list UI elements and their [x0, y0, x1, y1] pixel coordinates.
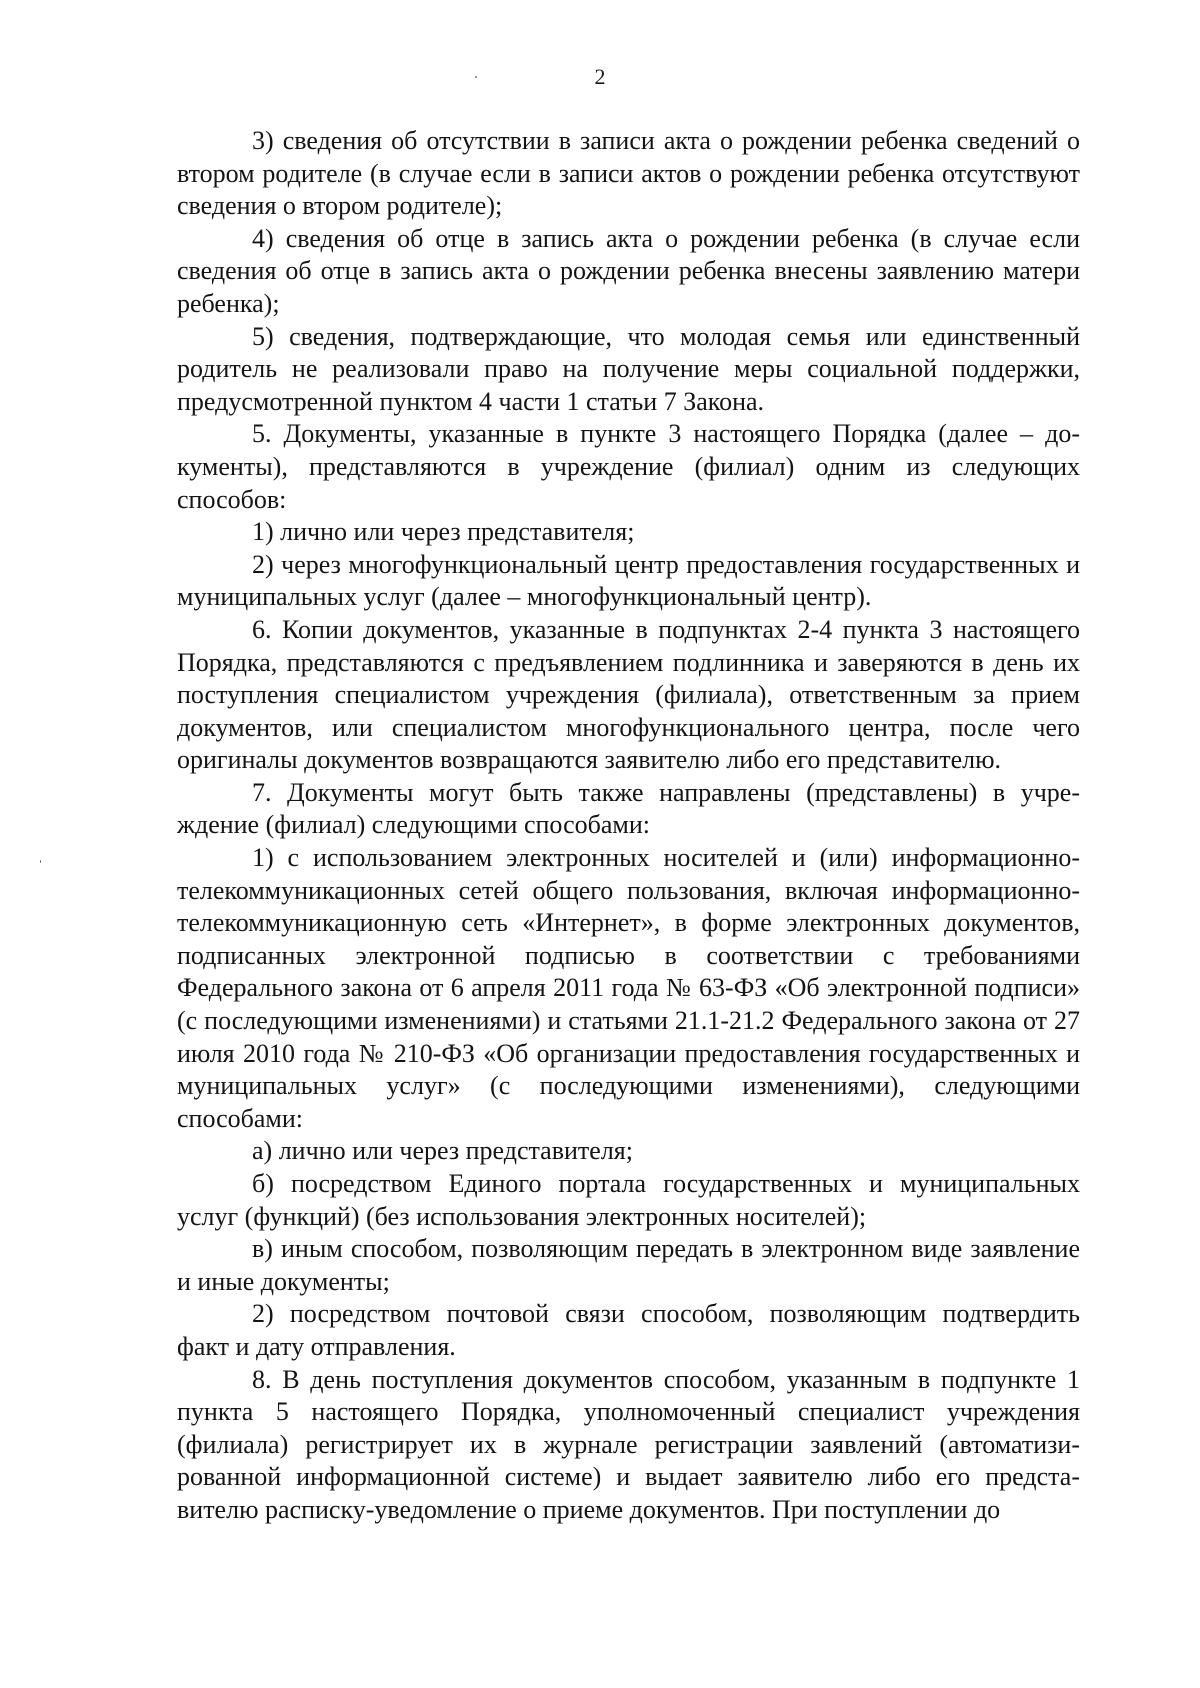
paragraph-clause-7-item-b: б) посредством Единого портала государственных и муниципальных услуг (функций) (без использования электронных носителей); [177, 1169, 1080, 1231]
paragraph-clause-5-item-1: 1) лично или через представителя; [252, 517, 635, 547]
paragraph-item-3-info-absence: 3) сведения об отсутствии в записи акта о рождении ребенка сведений о втором родителе (в случае если в записи актов о рождении ребенка отсутствуют сведения о втором родителе); [177, 126, 1080, 221]
paragraph-clause-6: 6. Копии документов, указанные в подпунктах 2-4 пункта 3 настоящего Порядка, представляются с предъявлением подлинника и заверяются в день их поступления специалистом учреждения (филиала), ответственным за прием документов, или специалистом многофункционального центра, после чего оригиналы документов возвращаются заявителю либо его представителю. [177, 614, 1080, 775]
paragraph-clause-7-item-2: 2) посредством почтовой связи способом, позволяющим подтвердить факт и дату отправления. [177, 1299, 1080, 1361]
paragraph-clause-7-item-a: а) лично или через представителя; [252, 1136, 633, 1166]
paragraph-item-4-info-father: 4) сведения об отце в запись акта о рождении ребенка (в случае если сведения об отце в запись акта о рождении ребенка внесены заявлению матери ребенка); [177, 223, 1080, 318]
scan-speck [475, 76, 477, 78]
paragraph-clause-7: 7. Документы могут быть также направлены (представлены) в учреждение (филиал) следующими способами: [177, 777, 1080, 840]
paragraph-clause-7-item-v: в) иным способом, позволяющим передать в электронном виде заявление и иные документы; [177, 1234, 1080, 1296]
scan-speck [40, 860, 41, 863]
paragraph-clause-7-item-1: 1) с использованием электронных носителей и (или) информационно-телекоммуникационных сетей общего пользования, включая информационно-телекоммуникационную сеть «Интернет», в форме электронных документов, подписанных электронной подписью в соответствии с требованиями Федерального закона от 6 апреля 2011 года № 63-ФЗ «Об электронной подписи» (с последующими изменениями) и статьями 21.1-21.2 Федерального закона от 27 июля 2010 года № 210-ФЗ «Об организации предоставления государственных и муниципальных услуг» (с последующими изменениями), следующими способами: [177, 843, 1080, 1133]
paragraph-clause-5-item-2: 2) через многофункциональный центр предоставления государственных и муниципальных услуг (далее – многофункциональный центр). [177, 549, 1080, 612]
paragraph-clause-5: 5. Документы, указанные в пункте 3 настоящего Порядка (далее – документы), представляются в учреждение (филиал) одним из следующих способов: [177, 419, 1080, 514]
page-number: 2 [594, 64, 606, 89]
document-body [177, 125, 1080, 1527]
paragraph-clause-8: 8. В день поступления документов способом, указанным в подпункте 1 пункта 5 настоящего Порядка, уполномоченный специалист учреждения (филиала) регистрирует их в журнале регистрации заявлений (автоматизированной информационной системе) и выдает заявителю либо его представителю расписку-уведомление о приеме документов. При поступлении до [177, 1364, 1080, 1524]
paragraph-item-5-info-support: 5) сведения, подтверждающие, что молодая семья или единственный родитель не реализовали право на получение меры социальной поддержки, предусмотренной пунктом 4 части 1 статьи 7 Закона. [177, 321, 1080, 416]
